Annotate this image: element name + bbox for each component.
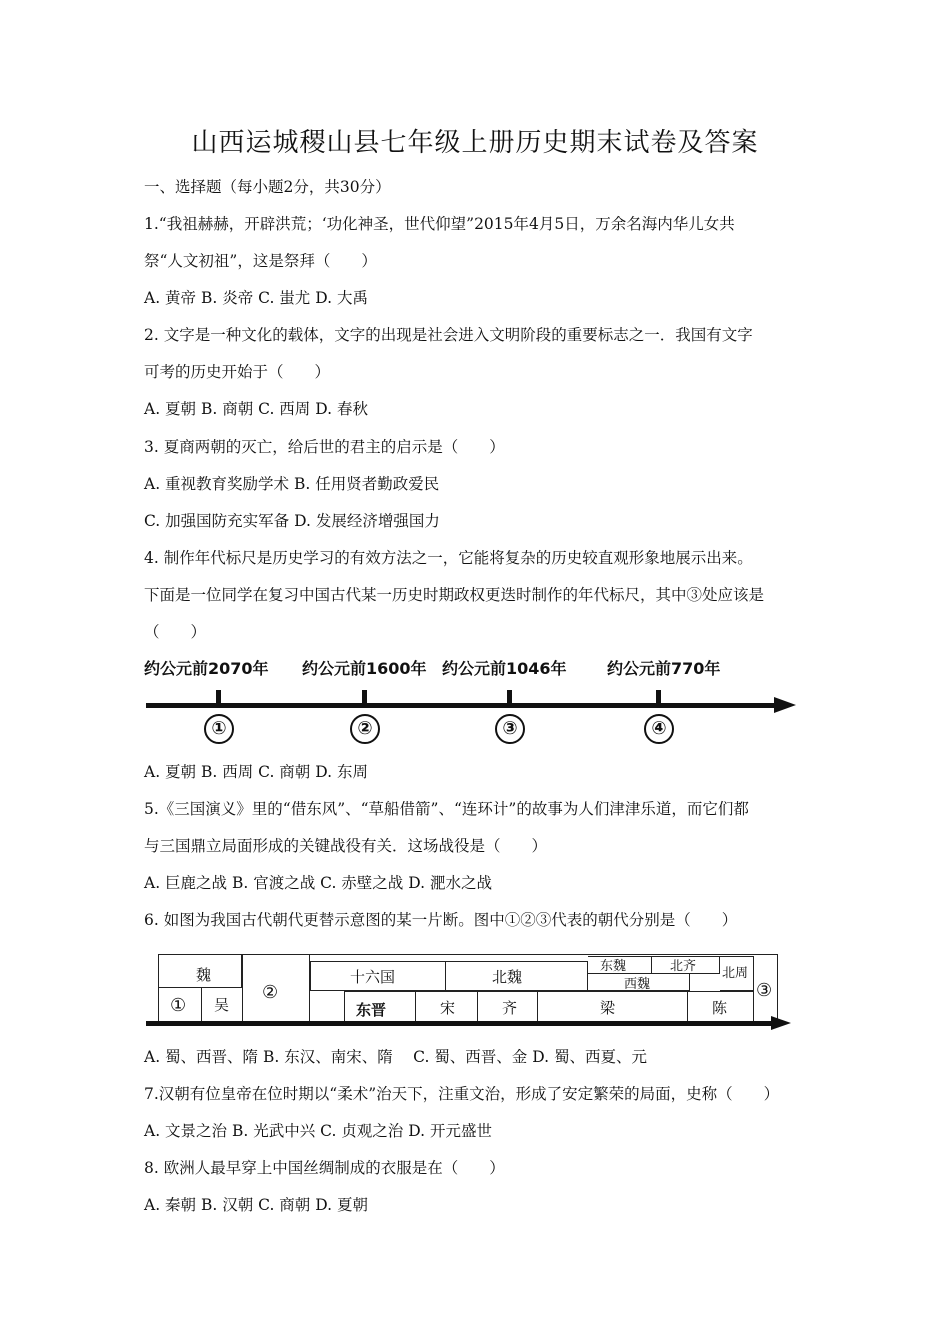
text-line: C. 加强国防充实军备 D. 发展经济增强国力 (144, 512, 440, 530)
dynasty-diagram (144, 942, 804, 1042)
qi-label: 齐 (502, 999, 518, 1017)
song-label: 宋 (440, 999, 456, 1017)
timeline-mark: ② (350, 714, 380, 744)
beizhou-label: 北周 (722, 966, 749, 981)
timeline-tick (507, 690, 512, 705)
timeline-tick (656, 690, 661, 705)
text-line: 7.汉朝有位皇帝在位时期以“柔术”治天下，注重文治，形成了安定繁荣的局面，史称（ ） (144, 1085, 780, 1103)
text-line: A. 秦朝 B. 汉朝 C. 商朝 D. 夏朝 (144, 1196, 368, 1214)
chen-label: 陈 (712, 999, 728, 1017)
timeline-label: 约公元前1046年 (442, 659, 567, 678)
diagram-axis (146, 1021, 771, 1026)
timeline-axis (146, 703, 776, 708)
mark-1: ① (170, 995, 187, 1016)
text-line: A. 夏朝 B. 商朝 C. 西周 D. 春秋 (144, 400, 368, 418)
timeline-mark: ③ (495, 714, 525, 744)
text-line: 5.《三国演义》里的“借东风”、“草船借箭”、“连环计”的故事为人们津津乐道，而它们都 (144, 800, 749, 818)
arrow-icon (774, 697, 796, 713)
timeline-tick (362, 690, 367, 705)
text-line: 2. 文字是一种文化的载体，文字的出现是社会进入文明阶段的重要标志之一．我国有文字 (144, 326, 753, 344)
text-line: A. 巨鹿之战 B. 官渡之战 C. 赤壁之战 D. 淝水之战 (144, 874, 492, 892)
text-line: A. 蜀、西晋、隋 B. 东汉、南宋、隋 C. 蜀、西晋、金 D. 蜀、西夏、元 (144, 1048, 647, 1066)
text-line: A. 黄帝 B. 炎帝 C. 蚩尤 D. 大禹 (144, 289, 368, 307)
timeline-label: 约公元前770年 (607, 659, 721, 678)
page-title: 山西运城稷山县七年级上册历史期末试卷及答案 (191, 128, 759, 158)
dongwei-label: 东魏 (600, 959, 627, 974)
text-line: 可考的历史开始于（ ） (144, 363, 331, 381)
dongjin-label: 东晋 (356, 1001, 387, 1019)
text-line: （ ） (144, 623, 207, 641)
wu-label: 吴 (214, 996, 230, 1014)
text-line: 下面是一位同学在复习中国古代某一历史时期政权更迭时制作的年代标尺，其中③处应该是 (144, 586, 765, 604)
section-heading: 一、选择题（每小题2分，共30分） (144, 178, 391, 196)
mark-3: ③ (756, 980, 773, 1001)
xiwei-label: 西魏 (624, 977, 651, 992)
timeline-figure (144, 652, 804, 752)
wei-label: 魏 (196, 966, 212, 984)
liang-label: 梁 (600, 999, 616, 1017)
text-line: 4. 制作年代标尺是历史学习的有效方法之一，它能将复杂的历史较直观形象地展示出来。 (144, 549, 753, 567)
timeline-tick (216, 690, 221, 705)
timeline-label: 约公元前2070年 (144, 659, 269, 678)
text-line: A. 文景之治 B. 光武中兴 C. 贞观之治 D. 开元盛世 (144, 1122, 492, 1140)
text-line: 祭“人文初祖”，这是祭拜（ ） (144, 252, 377, 270)
beiwei-label: 北魏 (492, 968, 523, 986)
timeline-mark: ① (204, 714, 234, 744)
arrow-icon (771, 1016, 791, 1030)
text-line: 1.“我祖赫赫，开辟洪荒；‘功化神圣，世代仰望”2015年4月5日，万余名海内华儿女共 (144, 215, 735, 233)
timeline-mark: ④ (644, 714, 674, 744)
text-line: A. 重视教育奖励学术 B. 任用贤者勤政爱民 (144, 475, 440, 493)
text-line: 与三国鼎立局面形成的关键战役有关．这场战役是（ ） (144, 837, 548, 855)
mark-2: ② (262, 982, 279, 1003)
sixteen-kingdoms-label: 十六国 (350, 968, 396, 986)
beiqi-label: 北齐 (670, 959, 697, 974)
text-line: A. 夏朝 B. 西周 C. 商朝 D. 东周 (144, 763, 368, 781)
text-line: 6. 如图为我国古代朝代更替示意图的某一片断。图中①②③代表的朝代分别是（ ） (144, 911, 738, 929)
timeline-label: 约公元前1600年 (302, 659, 427, 678)
text-line: 3. 夏商两朝的灭亡，给后世的君主的启示是（ ） (144, 438, 505, 456)
text-line: 8. 欧洲人最早穿上中国丝绸制成的衣服是在（ ） (144, 1159, 505, 1177)
